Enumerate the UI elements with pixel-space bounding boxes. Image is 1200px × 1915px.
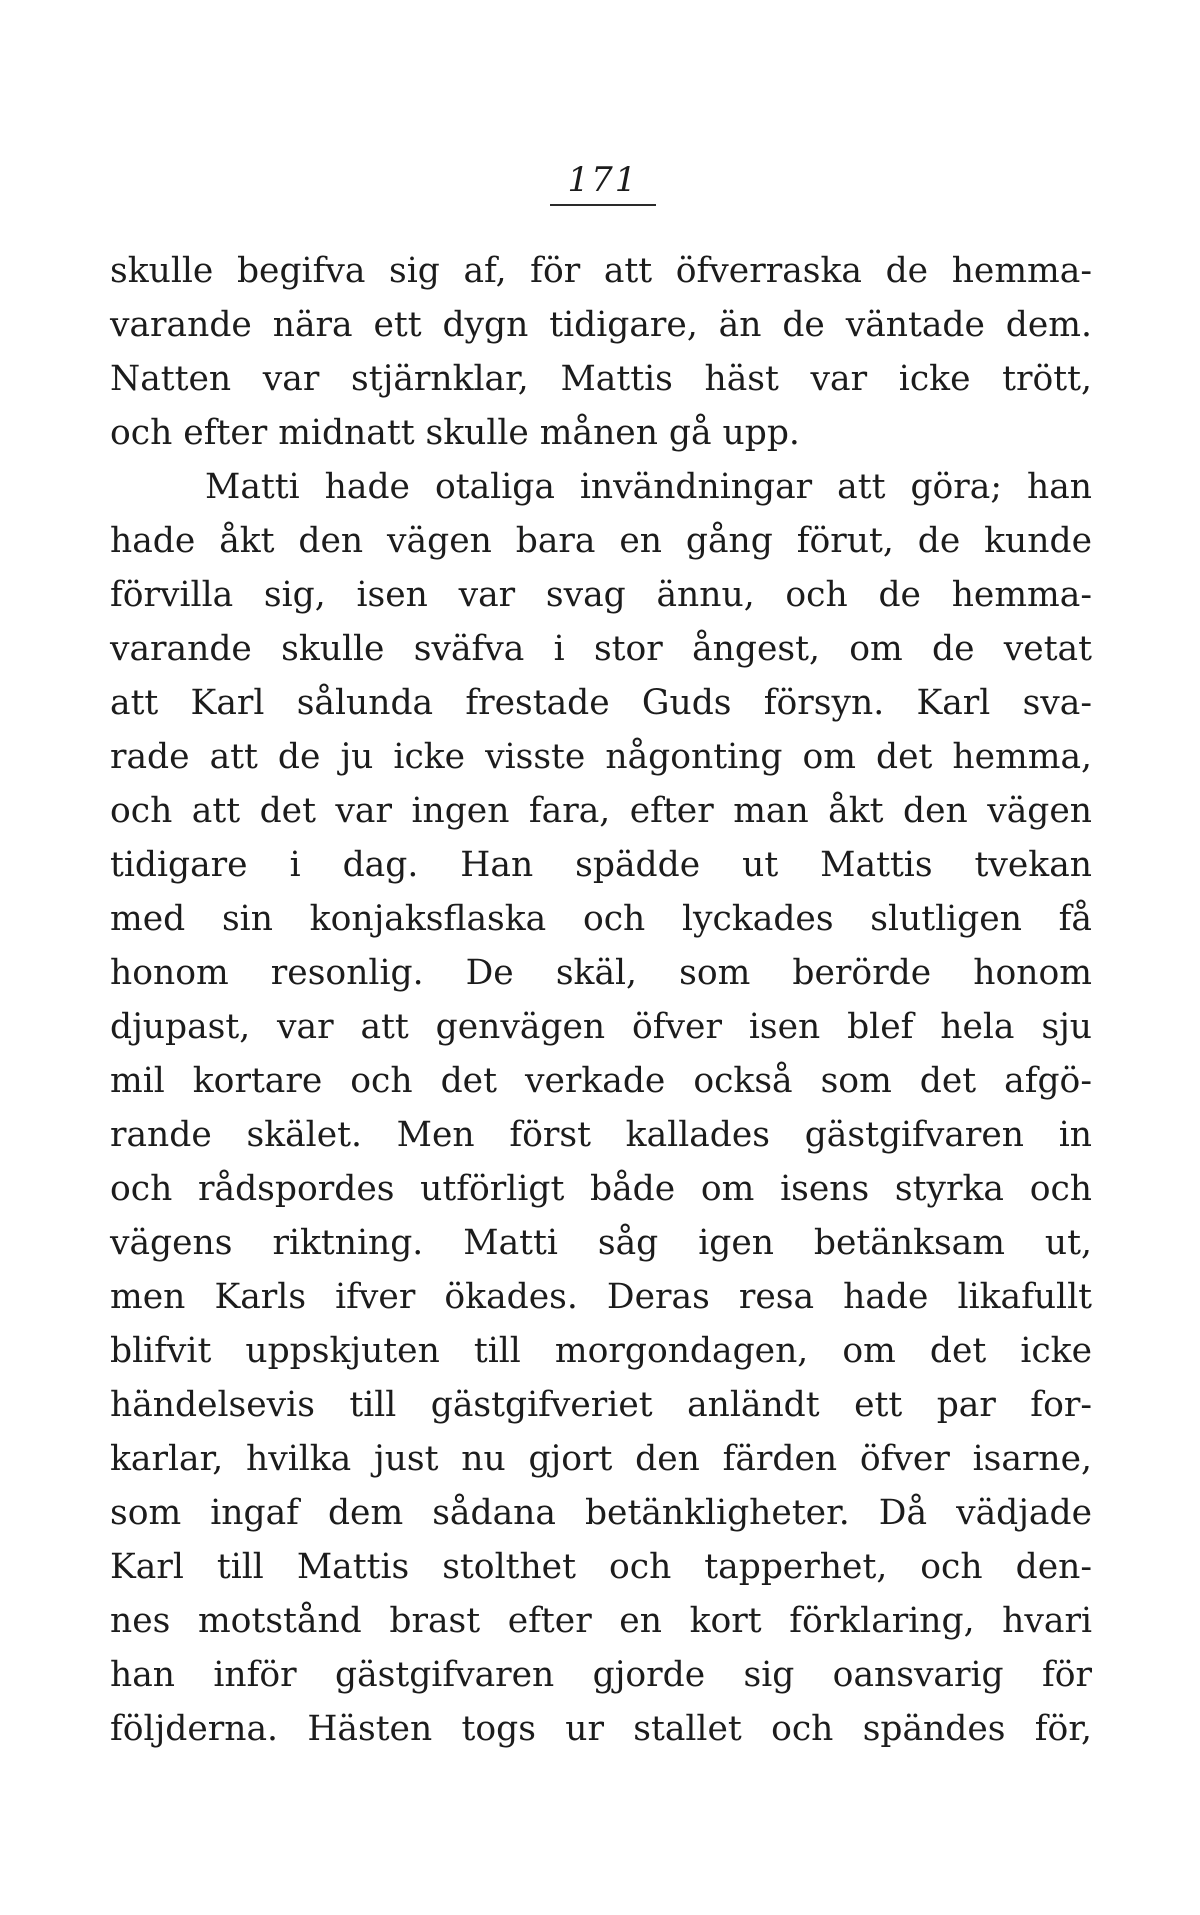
text-line: rade att de ju icke visste någonting om det hemma,	[110, 737, 1092, 777]
page-number: 171	[550, 160, 656, 206]
text-line: och efter midnatt skulle månen gå upp.	[110, 413, 800, 453]
text-line: mil kortare och det verkade också som det afgö-	[110, 1061, 1092, 1101]
text-line: som ingaf dem sådana betänkligheter. Då vädjade	[110, 1493, 1092, 1533]
text-line: karlar, hvilka just nu gjort den färden öfver isarne,	[110, 1439, 1092, 1479]
text-line: med sin konjaksflaska och lyckades slutligen få	[110, 899, 1092, 939]
body-text	[110, 244, 1092, 1756]
text-line: rande skälet. Men först kallades gästgifvaren in	[110, 1115, 1092, 1155]
text-line: händelsevis till gästgifveriet anländt ett par for-	[110, 1385, 1092, 1425]
text-line: Natten var stjärnklar, Mattis häst var icke trött,	[110, 359, 1092, 399]
text-line: Karl till Mattis stolthet och tapperhet, och den-	[110, 1547, 1092, 1587]
text-line: varande nära ett dygn tidigare, än de väntade dem.	[110, 305, 1092, 345]
text-line: tidigare i dag. Han spädde ut Mattis tvekan	[110, 845, 1092, 885]
text-line: följderna. Hästen togs ur stallet och spändes för,	[110, 1709, 1092, 1749]
text-line: djupast, var att genvägen öfver isen blef hela sju	[110, 1007, 1092, 1047]
text-line: och rådspordes utförligt både om isens styrka och	[110, 1169, 1092, 1209]
text-line: förvilla sig, isen var svag ännu, och de hemma-	[110, 575, 1092, 615]
text-line: han inför gästgifvaren gjorde sig oansvarig för	[110, 1655, 1092, 1695]
text-line: nes motstånd brast efter en kort förklaring, hvari	[110, 1601, 1092, 1641]
text-line: och att det var ingen fara, efter man åkt den vägen	[110, 791, 1092, 831]
text-line: vägens riktning. Matti såg igen betänksam ut,	[110, 1223, 1092, 1263]
text-line: honom resonlig. De skäl, som berörde honom	[110, 953, 1092, 993]
text-line: Matti hade otaliga invändningar att göra; han	[205, 467, 1092, 507]
text-line: blifvit uppskjuten till morgondagen, om det icke	[110, 1331, 1092, 1371]
text-line: varande skulle sväfva i stor ångest, om de vetat	[110, 629, 1092, 669]
text-line: men Karls ifver ökades. Deras resa hade likafullt	[110, 1277, 1092, 1317]
text-line: hade åkt den vägen bara en gång förut, de kunde	[110, 521, 1092, 561]
text-line: skulle begifva sig af, för att öfverraska de hemma-	[110, 251, 1092, 291]
text-line: att Karl sålunda frestade Guds försyn. Karl sva-	[110, 683, 1092, 723]
